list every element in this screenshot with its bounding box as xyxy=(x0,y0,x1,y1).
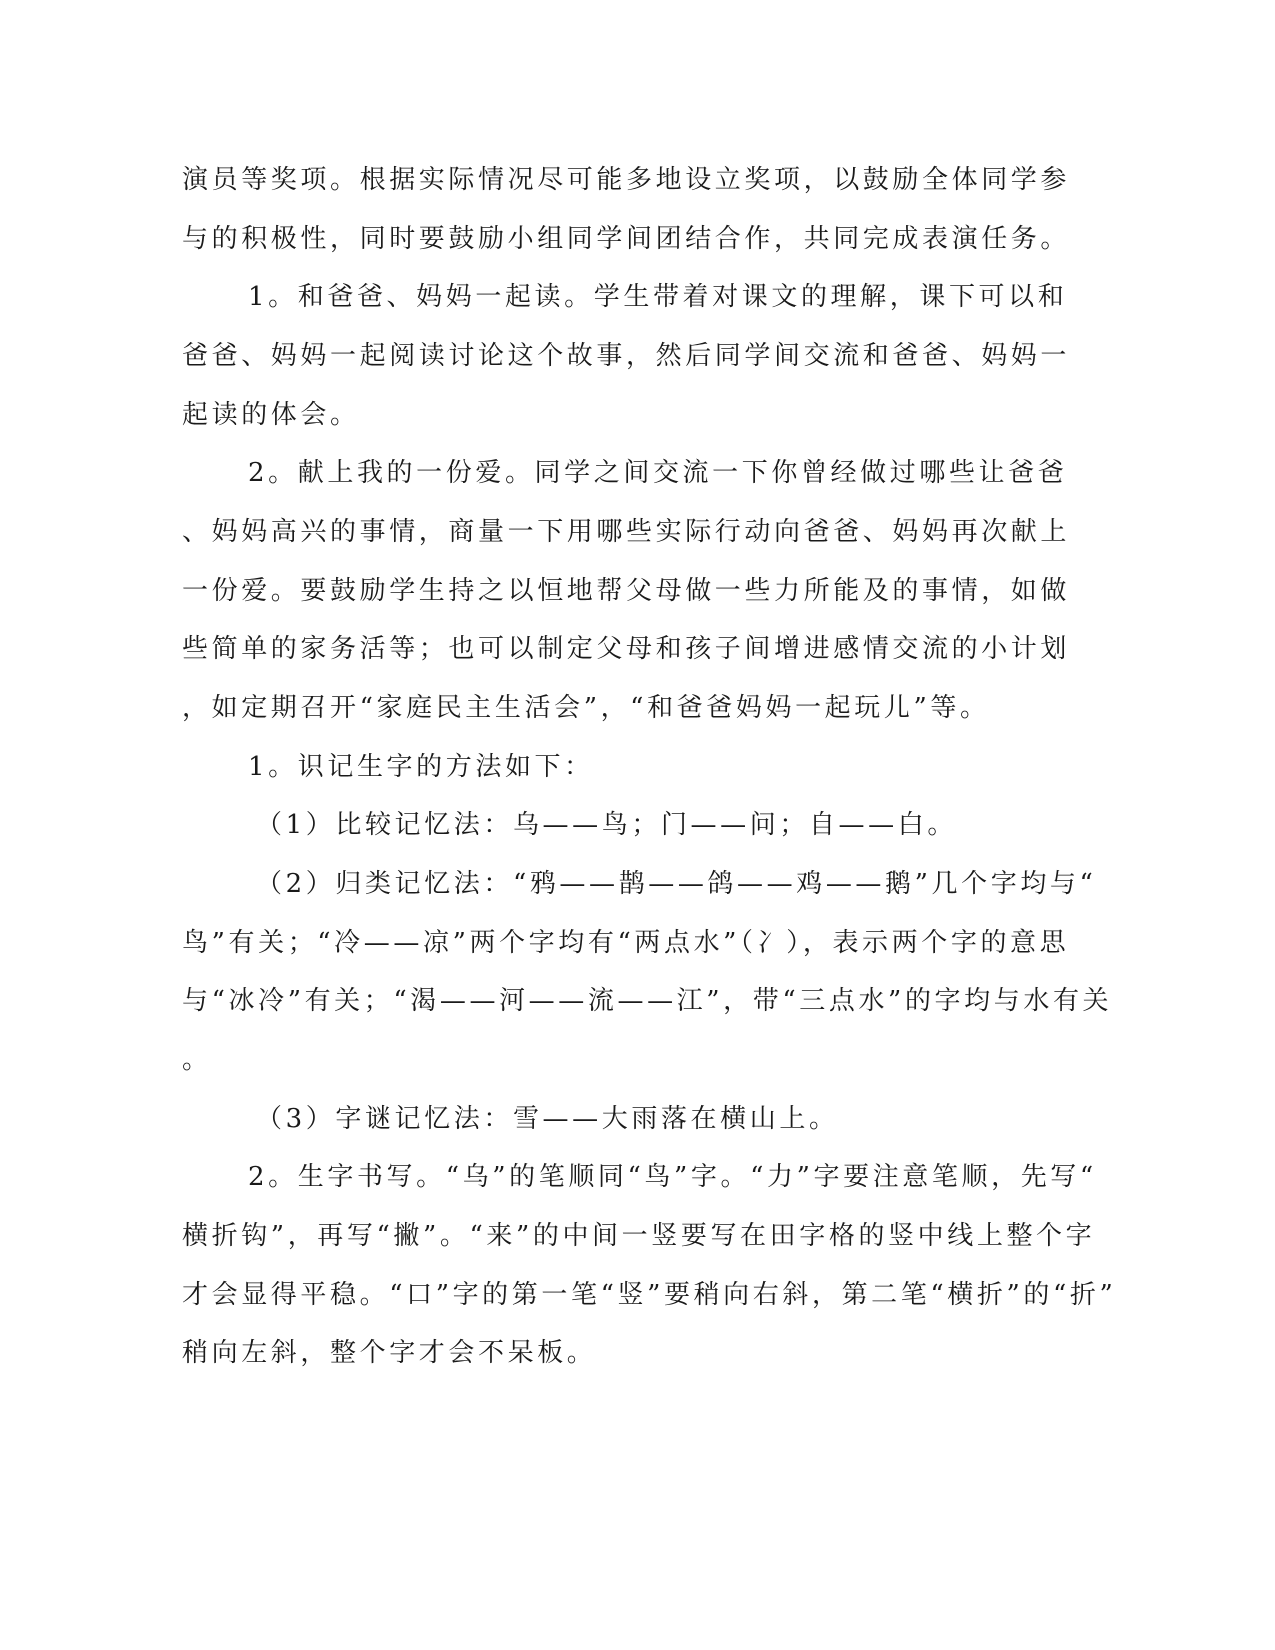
text-line-5: 起读的体会。 xyxy=(182,400,360,430)
text-line-13: （2）归类记忆法：“鸦——鹊——鸽——鸡——鹅”几个字均与“ xyxy=(256,869,1097,899)
text-line-2: 与的积极性，同时要鼓励小组同学间团结合作，共同完成表演任务。 xyxy=(182,224,1071,254)
text-line-14: 鸟”有关；“冷——凉”两个字均有“两点水”（冫），表示两个字的意思 xyxy=(182,928,1070,958)
text-line-7: 、妈妈高兴的事情，商量一下用哪些实际行动向爸爸、妈妈再次献上 xyxy=(182,517,1071,547)
text-line-9: 些简单的家务活等；也可以制定父母和孩子间增进感情交流的小计划 xyxy=(182,634,1071,664)
text-line-21: 稍向左斜，整个字才会不呆板。 xyxy=(182,1338,597,1368)
text-line-1: 演员等奖项。根据实际情况尽可能多地设立奖项，以鼓励全体同学参 xyxy=(182,165,1071,195)
text-line-11: 1。识记生字的方法如下： xyxy=(248,752,594,782)
text-line-4: 爸爸、妈妈一起阅读讨论这个故事，然后同学间交流和爸爸、妈妈一 xyxy=(182,341,1071,371)
text-line-12: （1）比较记忆法：乌——鸟；门——问；自——白。 xyxy=(256,810,957,840)
text-line-8: 一份爱。要鼓励学生持之以恒地帮父母做一些力所能及的事情，如做 xyxy=(182,576,1071,606)
text-line-19: 横折钩”，再写“撇”。“来”的中间一竖要写在田字格的竖中线上整个字 xyxy=(182,1221,1096,1251)
text-line-10: ，如定期召开“家庭民主生活会”，“和爸爸妈妈一起玩儿”等。 xyxy=(182,693,990,723)
text-line-16: 。 xyxy=(182,1045,212,1075)
text-line-6: 2。献上我的一份爱。同学之间交流一下你曾经做过哪些让爸爸 xyxy=(248,458,1068,488)
text-line-17: （3）字谜记忆法：雪——大雨落在横山上。 xyxy=(256,1104,839,1134)
text-line-20: 才会显得平稳。“口”字的第一笔“竖”要稍向右斜，第二笔“横折”的“折” xyxy=(182,1280,1117,1310)
text-line-15: 与“冰冷”有关；“渴——河——流——江”，带“三点水”的字均与水有关 xyxy=(182,986,1113,1016)
text-line-3: 1。和爸爸、妈妈一起读。学生带着对课文的理解，课下可以和 xyxy=(248,282,1068,312)
text-line-18: 2。生字书写。“乌”的笔顺同“鸟”字。“力”字要注意笔顺，先写“ xyxy=(248,1162,1097,1192)
